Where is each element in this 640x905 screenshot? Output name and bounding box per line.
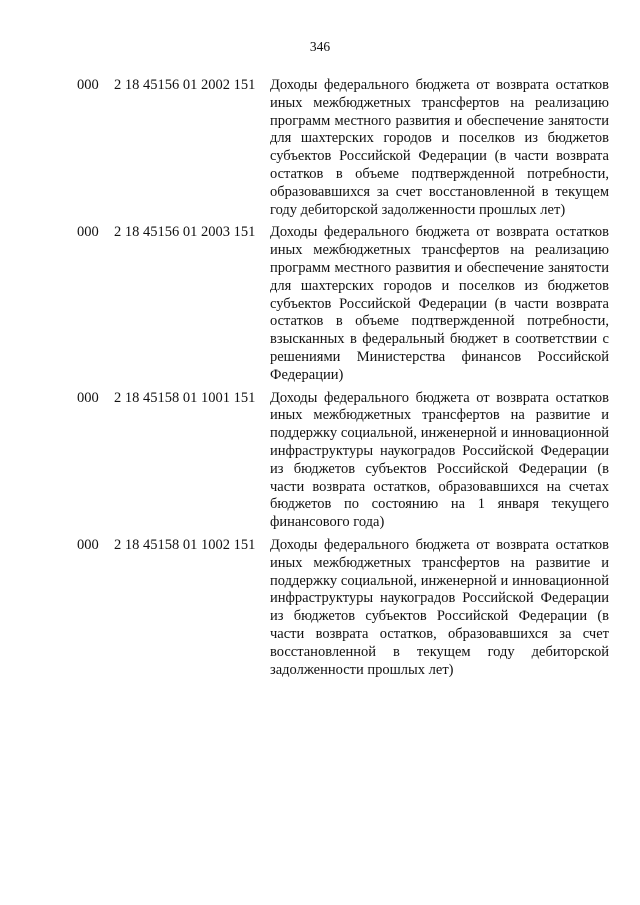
income-description: Доходы федерального бюджета от возврата остатков иных межбюджетных трансфертов на реализацию программ местного развития и обеспечение занятости для шахтерских городов и поселков из бюджетов субъектов Российской Федерации (в части возврата остатков в объеме подтвержденной потребности, взысканных в федеральный бюджет в соответствии с решениями Министерства финансов Российской Федерации) [270, 224, 609, 383]
admin-code: 000 [77, 224, 99, 241]
income-description: Доходы федерального бюджета от возврата остатков иных межбюджетных трансфертов на развитие и поддержку социальной, инженерной и инновационной инфраструктуры наукоградов Российской Федерации из бюджетов субъектов Российской Федерации (в части возврата остатков, образовавшихся за счет восстановленной в текущем году дебиторской задолженности прошлых лет) [270, 536, 609, 678]
table-row [77, 77, 609, 219]
income-description: Доходы федерального бюджета от возврата остатков иных межбюджетных трансфертов на развитие и поддержку социальной, инженерной и инновационной инфраструктуры наукоградов Российской Федерации из бюджетов субъектов Российской Федерации (в части возврата остатков, образовавшихся на счетах бюджетов по состоянию на 1 января текущего финансового года) [270, 389, 609, 531]
admin-code: 000 [77, 77, 99, 93]
budget-code-table [77, 77, 609, 684]
table-row [77, 224, 609, 384]
table-row [77, 390, 609, 532]
income-description: Доходы федерального бюджета от возврата остатков иных межбюджетных трансфертов на реализацию программ местного развития и обеспечение занятости для шахтерских городов и поселков из бюджетов субъектов Российской Федерации (в части возврата остатков в объеме подтвержденной потребности, образовавшихся за счет восстановленной в текущем году дебиторской задолженности прошлых лет) [270, 77, 609, 218]
admin-code: 000 [77, 536, 99, 553]
budget-classification-code: 2 18 45158 01 1002 151 [114, 536, 256, 553]
budget-classification-code: 2 18 45158 01 1001 151 [114, 389, 256, 406]
budget-classification-code: 2 18 45156 01 2003 151 [114, 224, 256, 241]
budget-classification-code: 2 18 45156 01 2002 151 [114, 77, 256, 93]
admin-code: 000 [77, 389, 99, 406]
page-number: 346 [309, 39, 331, 54]
table-row [77, 537, 609, 679]
